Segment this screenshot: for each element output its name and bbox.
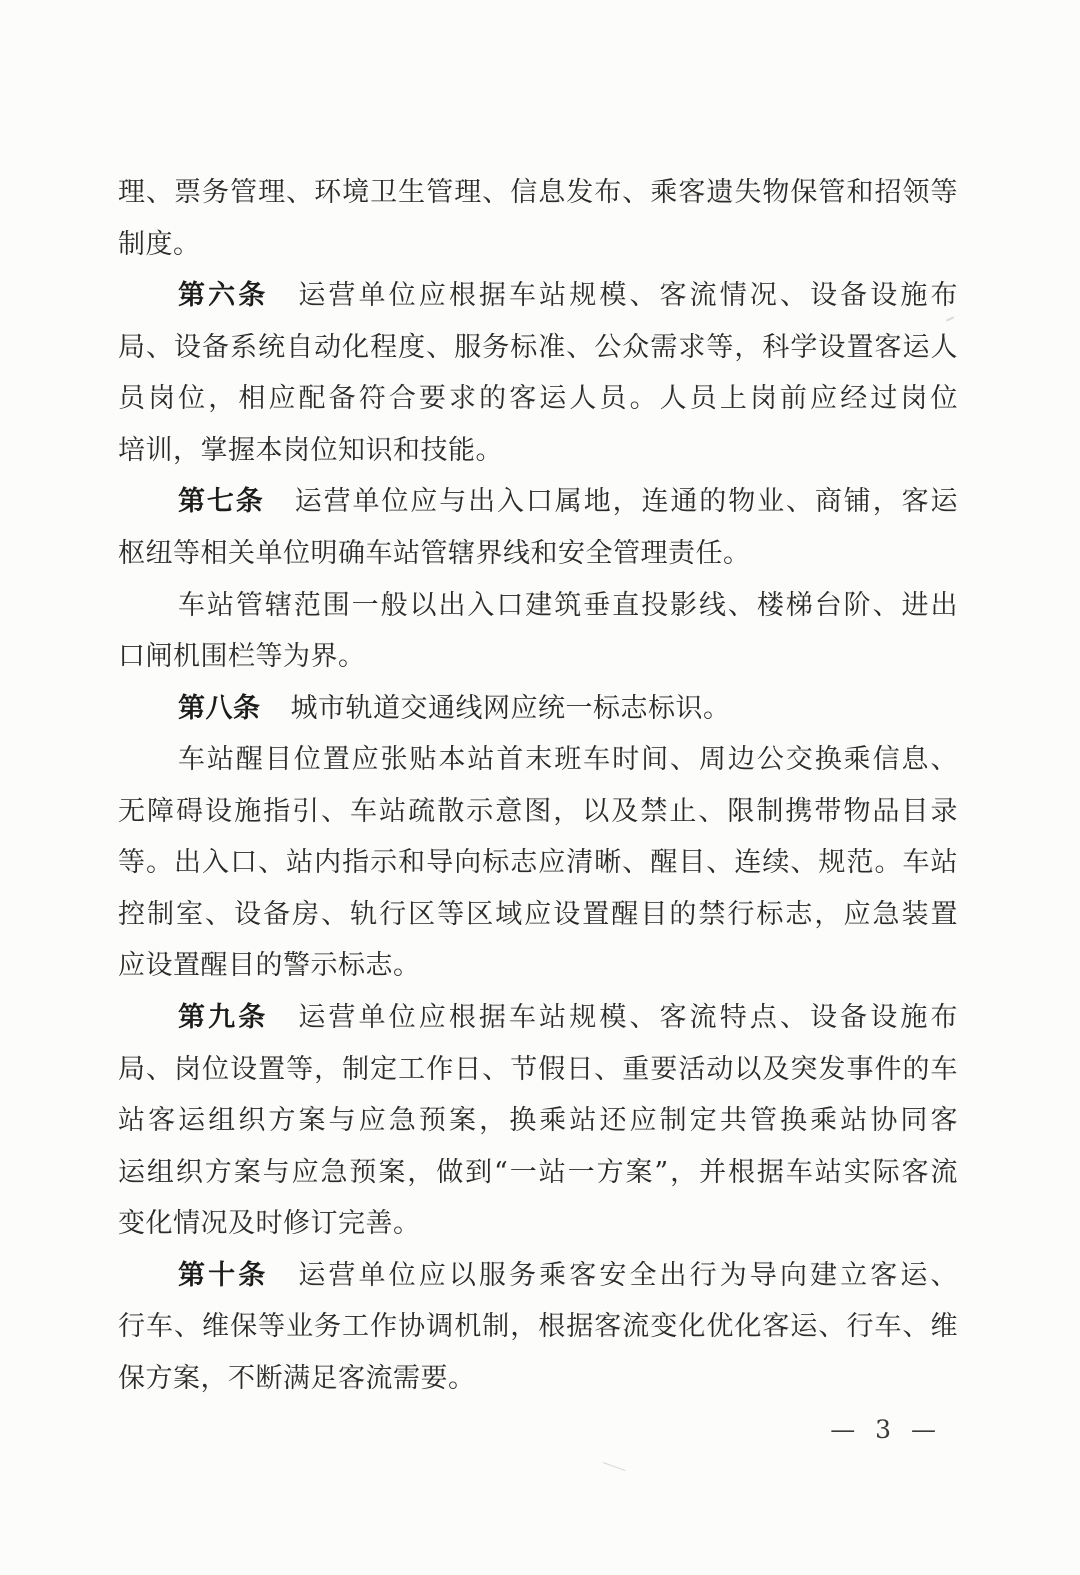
article-number: 第六条	[178, 280, 269, 312]
text-line: 保方案，不断满足客流需要。	[118, 1362, 476, 1394]
text-line: 培训，掌握本岗位知识和技能。	[118, 434, 503, 466]
article-first-line	[118, 476, 958, 528]
text-line: 理、票务管理、环境卫生管理、信息发布、乘客遗失物保管和招领等	[118, 177, 958, 208]
text-line: 车站醒目位置应张贴本站首末班车时间、周边公交换乘信息、	[178, 744, 958, 776]
text-line: 枢纽等相关单位明确车站管辖界线和安全管理责任。	[118, 537, 751, 569]
text-line: 口闸机围栏等为界。	[118, 641, 366, 673]
text-line: 车站管辖范围一般以出入口建筑垂直投影线、楼梯台阶、进出	[178, 589, 958, 621]
text-line: 运营单位应与出入口属地，连通的物业、商铺，客运	[294, 486, 959, 518]
paragraph	[118, 580, 958, 683]
article-first-line	[118, 992, 958, 1044]
article-first-line	[118, 683, 958, 735]
text-line: 变化情况及时修订完善。	[118, 1208, 421, 1240]
article-number: 第七条	[178, 486, 265, 518]
document-body	[118, 167, 958, 1405]
text-line: 运营单位应根据车站规模、客流特点、设备设施布	[298, 1002, 958, 1033]
text-line: 无障碍设施指引、车站疏散示意图，以及禁止、限制携带物品目录	[118, 795, 958, 827]
text-line: 运营单位应根据车站规模、客流情况、设备设施布	[298, 280, 958, 312]
text-line: 制度。	[118, 228, 201, 260]
article-10	[118, 1250, 958, 1405]
text-line: 等。出入口、站内指示和导向标志应清晰、醒目、连续、规范。车站	[118, 847, 958, 879]
article-9	[118, 992, 958, 1250]
page-number: — 3 —	[830, 1415, 942, 1444]
article-number: 第九条	[178, 1002, 269, 1033]
paragraph-continuation	[118, 167, 958, 270]
text-line: 局、设备系统自动化程度、服务标准、公众需求等，科学设置客运人	[118, 331, 958, 363]
text-line: 运组织方案与应急预案，做到“一站一方案”，并根据车站实际客流	[118, 1156, 958, 1188]
article-number: 第八条	[178, 692, 261, 724]
text-line: 城市轨道交通线网应统一标志标识。	[290, 692, 731, 724]
paragraph	[118, 734, 958, 992]
text-line: 行车、维保等业务工作协调机制，根据客流变化优化客运、行车、维	[118, 1311, 958, 1343]
article-first-line	[118, 270, 958, 322]
text-line: 控制室、设备房、轨行区等区域应设置醒目的禁行标志，应急装置	[118, 898, 958, 930]
text-line: 站客运组织方案与应急预案，换乘站还应制定共管换乘站协同客	[118, 1105, 958, 1137]
scan-mark	[603, 1462, 626, 1471]
text-line: 员岗位，相应配备符合要求的客运人员。人员上岗前应经过岗位	[118, 383, 958, 415]
article-6	[118, 270, 958, 476]
article-7	[118, 476, 958, 579]
article-number: 第十条	[178, 1259, 269, 1291]
text-line: 应设置醒目的警示标志。	[118, 950, 421, 982]
text-line: 运营单位应以服务乘客安全出行为导向建立客运、	[298, 1259, 958, 1291]
article-8	[118, 683, 958, 735]
text-line: 局、岗位设置等，制定工作日、节假日、重要活动以及突发事件的车	[118, 1053, 958, 1085]
article-first-line	[118, 1250, 958, 1302]
